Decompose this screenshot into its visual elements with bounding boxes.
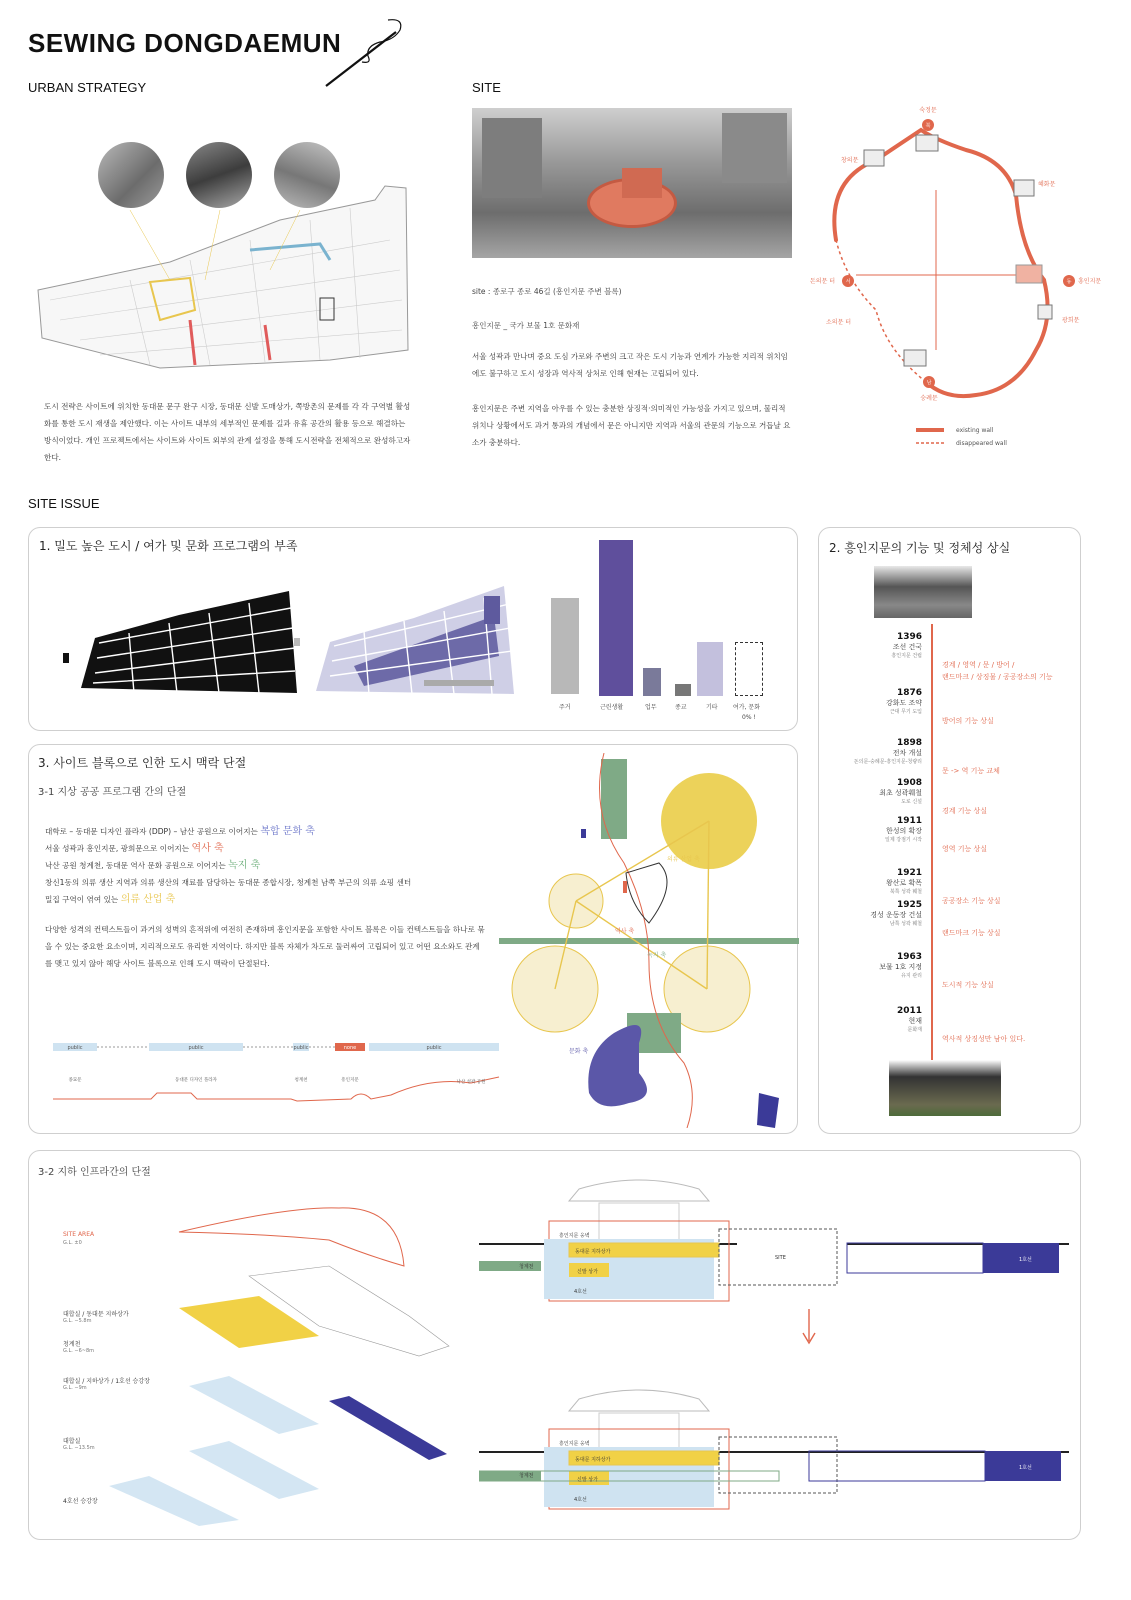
timeline-entry	[822, 632, 922, 659]
issue2-panel	[818, 527, 1081, 1134]
section-tag: 흥인지문 옹벽	[559, 1233, 590, 1239]
timeline-desc: 역사적 상징성만 남아 있다.	[942, 1035, 1026, 1043]
section-label: 동대문 디자인 플라자	[175, 1078, 217, 1083]
urban-paragraph: 도시 전략은 사이트에 위치한 동대문 문구 완구 시장, 동대문 신발 도매상가, 쪽방촌의 문제를 각 각 구역별 활성화를 통한 도시 재생을 제안했다. 이는 사이트 내부의 세부적인 문제를 길과 유휴 공간의 활용 등으로 해결하는 방식이었다. 개인 프로젝트에서는 사이트와 사이트 외부의 관계 설정을 통해 도시전략을 전체적으로 완성하고자 한다.	[44, 402, 411, 462]
gate-label: 혜화문	[1038, 181, 1056, 188]
issue1-panel	[28, 527, 798, 731]
timeline-event: 전차 개설	[892, 749, 922, 757]
bar-neighborhood	[599, 540, 633, 696]
issue32-title: 3-2 지하 인프라간의 단절	[38, 1167, 151, 1178]
layer-bottom	[69, 1476, 269, 1526]
site-heritage: 흥인지문 _ 국가 보물 1호 문화재	[472, 321, 580, 330]
timeline-sub: 북쪽 성곽 훼철	[889, 889, 922, 895]
underground-axonometric	[169, 1196, 489, 1516]
culture-axis-tag: 문화 축	[569, 1048, 589, 1055]
bar-public-label: public	[426, 1045, 442, 1051]
gate-label: 창의문	[841, 157, 859, 164]
timeline-event: 왕산로 확폭	[885, 879, 922, 887]
needle-icon	[318, 12, 408, 92]
section-tag: 신발 상가	[577, 1269, 598, 1275]
gate-photo-old	[874, 566, 972, 618]
bar-none-label: none	[343, 1045, 357, 1051]
gate-label: 숭례문	[920, 395, 938, 402]
section-label: 흥인지문	[341, 1078, 359, 1083]
bar-label: 주거	[559, 704, 571, 711]
urban-strategy-label: URBAN STRATEGY	[28, 80, 147, 95]
south-mark: 남	[926, 380, 932, 386]
clothing-axis-label: 의류 산업 축	[120, 894, 176, 905]
bar-label: 여가, 문화	[733, 704, 760, 711]
timeline-sub: 근대 무기 도입	[889, 709, 922, 715]
timeline-desc: 공공장소 기능 상실	[942, 897, 1001, 905]
timeline-entry	[822, 778, 922, 805]
site-issue-label: SITE ISSUE	[28, 496, 100, 511]
issue32-panel	[28, 1150, 1081, 1540]
issue3-panel	[28, 744, 798, 1134]
timeline-sub: 남쪽 성곽 훼철	[889, 921, 922, 927]
site-para-2: 흥인지문은 주변 지역을 아우를 수 있는 충분한 상징적·의미적인 가능성을 가지고 있으며, 물리적 위치나 상황에서도 과거 통과의 개념에서 문은 아니지만 지역과 서울의 관문의 기능으로 거듭날 요소가 충분하다.	[472, 404, 791, 447]
timeline-event: 보물 1호 지정	[879, 963, 922, 971]
timeline-year: 1876	[896, 688, 922, 698]
gate-label: 흥인지문	[1078, 278, 1102, 285]
timeline-line	[931, 624, 933, 1064]
clothing-axis-tag: 의류 산업 축	[667, 856, 700, 863]
timeline-sub: 문화재	[907, 1027, 922, 1033]
timeline-year: 1911	[896, 816, 922, 826]
timeline-desc: 경계 / 영역 / 문 / 방어 /	[942, 661, 1015, 669]
bar-label: 업무	[645, 704, 657, 711]
section-label: 낙산 성곽 공원	[456, 1080, 486, 1085]
timeline-event: 최초 성곽훼철	[879, 789, 922, 797]
timeline-year: 1396	[896, 632, 922, 642]
timeline-event: 현재	[908, 1017, 922, 1025]
legend-disappeared: disappeared wall	[956, 440, 1007, 447]
timeline-desc: 방어의 기능 상실	[942, 717, 994, 725]
axis-line: 서울 성곽과 흥인지문, 광희문으로 이어지는	[45, 844, 192, 853]
section-tag: 4호선	[574, 1289, 587, 1295]
north-mark: 북	[925, 123, 931, 129]
section-tag: 1호선	[1019, 1465, 1032, 1471]
legend-existing: existing wall	[956, 427, 994, 434]
layer-name: 대합실 / 지하상가 / 1호선 승강장	[63, 1378, 150, 1385]
section-tag: SITE	[775, 1255, 786, 1261]
figure-ground-program	[294, 576, 524, 701]
axis-line: 밀집 구역이 엮여 있는	[45, 895, 121, 904]
history-axis-label: 역사 축	[191, 843, 224, 854]
section-tag: 4호선	[574, 1497, 587, 1503]
timeline-desc: 영역 기능 상실	[942, 845, 988, 853]
bar-leisure	[735, 642, 763, 696]
section-label: 청계천	[294, 1078, 308, 1083]
timeline-event: 강화도 조약	[885, 699, 922, 707]
section-tag: 청계천	[519, 1473, 534, 1479]
bar-residential	[551, 598, 579, 694]
culture-axis-label: 복합 문화 축	[260, 826, 315, 837]
timeline-year: 2011	[896, 1006, 922, 1016]
timeline-entry	[822, 900, 922, 927]
timeline-entry	[822, 952, 922, 979]
green-axis-label: 녹지 축	[228, 860, 261, 871]
bar-office	[643, 668, 661, 696]
timeline-entry	[822, 688, 922, 715]
layer-name: 대합실	[63, 1438, 81, 1445]
layer-name: 청계천	[63, 1341, 81, 1348]
section-tag: 흥인지문 옹벽	[559, 1441, 590, 1447]
timeline-entry	[822, 1006, 922, 1033]
timeline-desc: 랜드마크 기능 상실	[942, 929, 1001, 937]
section-tag: 1호선	[1019, 1257, 1032, 1263]
bar-label: 근린생활	[600, 704, 624, 711]
gate-label: 숙정문	[919, 107, 937, 114]
timeline-year: 1925	[896, 900, 922, 910]
bar-other	[697, 642, 723, 696]
bar-religion	[675, 684, 691, 696]
layer-gl: G.L. −9m	[63, 1385, 87, 1391]
site-address: site : 종로구 종로 46길 (흥인지문 주변 블록)	[472, 287, 622, 296]
page-title: SEWING DONGDAEMUN	[28, 28, 342, 58]
layer-gl: G.L. ±0	[63, 1240, 82, 1246]
bar-label: 종교	[675, 704, 687, 711]
axis-line: 대학로 – 동대문 디자인 플라자 (DDP) – 남산 공원으로 이어지는	[45, 827, 261, 836]
section-label: 종묘문	[68, 1078, 82, 1083]
section-tag: 청계천	[519, 1264, 534, 1270]
axis-line: 낙산 공원 청계천, 동대문 역사 문화 공원으로 이어지는	[45, 861, 229, 870]
timeline-sub: 도로 신설	[901, 799, 922, 805]
timeline-year: 1963	[896, 952, 922, 962]
site-aerial-photo	[472, 108, 792, 258]
section-tag: 동대문 지하상가	[575, 1249, 611, 1255]
timeline-entry	[822, 816, 922, 843]
section-tag: 동대문 지하상가	[575, 1457, 611, 1463]
bar-public-label: public	[67, 1045, 83, 1051]
underground-section	[479, 1171, 1069, 1521]
timeline-desc: 도시적 기능 상실	[942, 981, 994, 989]
gate-label: 돈의문 터	[810, 278, 836, 285]
bar-public-label: public	[188, 1045, 204, 1051]
issue1-title: 1. 밀도 높은 도시 / 여가 및 문화 프로그램의 부족	[39, 539, 298, 553]
gate-label: 소의문 터	[826, 319, 852, 326]
gate-photo-new	[889, 1060, 1001, 1116]
timeline-event: 조선 건국	[892, 643, 922, 651]
timeline-desc: 경계 기능 상실	[942, 807, 988, 815]
timeline-desc: 문 -> 역 기능 교체	[942, 767, 1000, 775]
layer-name: 4호선 승강장	[63, 1498, 98, 1505]
layer-gl: G.L. −5.8m	[63, 1318, 92, 1324]
layer-name: SITE AREA	[63, 1231, 95, 1238]
section-tag: 신발 상가	[577, 1477, 598, 1483]
timeline-sub: 돈의문-숭례문-흥인지문-청량리	[853, 759, 922, 765]
urban-strategy-map	[30, 180, 415, 375]
timeline-year: 1921	[896, 868, 922, 878]
timeline-event: 경성 운동장 건설	[870, 911, 922, 919]
timeline-entry	[822, 738, 922, 765]
site-label: SITE	[472, 80, 501, 95]
timeline-year: 1898	[896, 738, 922, 748]
west-mark: 서	[845, 279, 851, 285]
green-axis-tag: 녹지 축	[647, 952, 667, 959]
timeline-desc-extra: 랜드마크 / 상징물 / 공공장소의 기능	[942, 673, 1053, 681]
public-program-section	[51, 1037, 501, 1107]
axes-diagram	[499, 753, 799, 1128]
timeline-sub: 일제 강점기 시작	[885, 837, 922, 843]
issue3-sub: 3-1 지상 공공 프로그램 간의 단절	[38, 787, 187, 798]
layer-gl: G.L. −6~8m	[63, 1348, 95, 1354]
timeline-sub: 유지 관리	[901, 973, 922, 979]
issue2-title: 2. 흥인지문의 기능 및 정체성 상실	[829, 541, 1011, 555]
timeline-event: 한성의 확장	[885, 827, 922, 835]
zero-label: 0% !	[742, 714, 756, 721]
bar-label: 기타	[706, 704, 718, 711]
layer-gl: G.L. −13.5m	[63, 1445, 95, 1451]
layer-name: 대합실 / 동대문 지하상가	[63, 1311, 129, 1318]
axis-line: 창신1동의 의류 생산 지역과 의류 생산의 재료를 담당하는 동대문 종합시장, 청계천 남쪽 부근의 의류 쇼핑 센터	[45, 878, 412, 887]
history-axis-tag: 역사 축	[615, 928, 635, 935]
gate-label: 광희문	[1062, 317, 1080, 324]
issue3-paragraph: 다양한 성격의 컨텍스트들이 과거의 성벽의 흔적위에 여전히 존재하며 흥인지문을 포함한 사이트 블록은 이들 컨텍스트들을 하나로 묶을 수 있는 중요한 요소이며, 지리적으로도 유리한 지역이다. 하지만 블록 자체가 차도로 둘러싸여 고립되어 있고 어떤 요소와도 관계를 맺고 있지 않아 해당 사이트 블록으로 인해 도시 맥락이 단절된다.	[45, 925, 485, 968]
timeline-year: 1908	[896, 778, 922, 788]
east-mark: 동	[1066, 279, 1072, 285]
timeline-sub: 흥인지문 건립	[891, 653, 922, 659]
bar-public-label: public	[293, 1045, 309, 1051]
site-para-1: 서울 성곽과 만나며 중요 도심 가로와 주변의 크고 작은 도시 기능과 연계가 가능한 지리적 위치임에도 불구하고 도시 성장과 역사적 상처로 인해 현재는 고립되어 있다.	[472, 352, 788, 378]
issue3-title: 3. 사이트 블록으로 인한 도시 맥락 단절	[38, 756, 247, 770]
timeline-entry	[822, 868, 922, 895]
seoul-wall-map	[806, 100, 1106, 460]
figure-ground-black	[59, 583, 299, 698]
